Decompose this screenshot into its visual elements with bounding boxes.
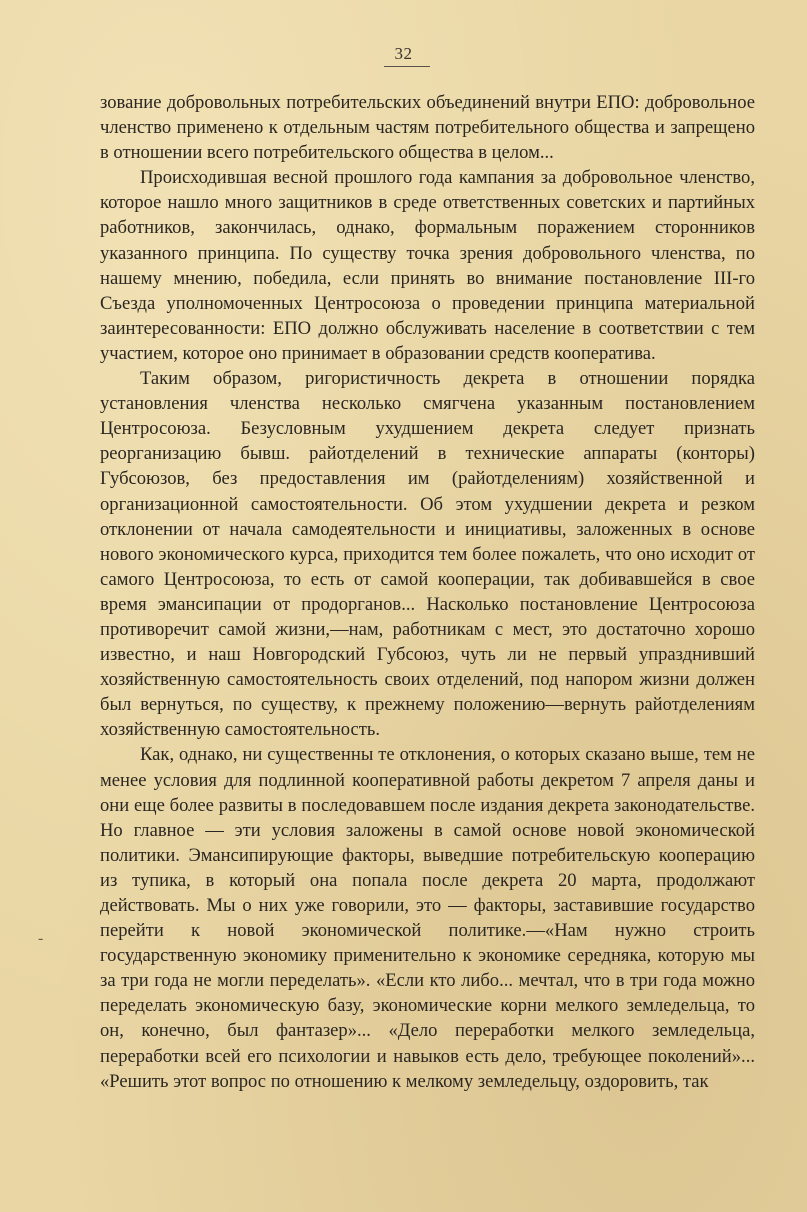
paragraph: Происходившая весной прошлого года кампания за добровольное членство, которое нашло много защитников в среде ответственных советских и партийных работников, закончилась, однако, формальным поражением сторонников указанного принципа. По существу точка зрения добровольного членства, по нашему мнению, победила, если принять во внимание постановление III-го Съезда уполномоченных Центросоюза о проведении принципа материальной заинтересованности: ЕПО должно обслуживать население в соответствии с тем участием, которое оно принимает в образовании средств кооператива.: [100, 167, 755, 364]
paragraph: Как, однако, ни существенны те отклонения, о которых сказано выше, тем не менее условия для подлинной кооперативной работы декретом 7 апреля даны и они еще более развиты в последовавшем после издания декрета законодательстве. Но главное — эти условия заложены в самой основе новой экономической политики. Эмансипирующие факторы, выведшие потребительскую кооперацию из тупика, в который она попала после декрета 20 марта, продолжают действовать. Мы о них уже говорили, это — факторы, заставившие государство перейти к новой экономической политике.—«Нам нужно строить государственную экономику применительно к экономике середняка, которую мы за три года не могли переделать». «Если кто либо... мечтал, что в три года можно переделать экономическую базу, экономические корни мелкого земледельца, то он, конечно, был фантазер»... «Дело переработки мелкого земледельца, переработки всей его психологии и навыков есть дело, требующее поколений»... «Решить этот вопрос по отношению к мелкому земледельцу, оздоровить, так: [100, 744, 755, 1092]
page-number: 32: [394, 44, 413, 63]
page-number-rule: [384, 66, 430, 67]
body-text: [100, 90, 755, 1094]
margin-mark: -: [38, 930, 44, 947]
paragraph: Таким образом, ригористичность декрета в отношении порядка установления членства несколько смягчена указанным постановлением Центросоюза. Безусловным ухудшением декрета следует признать реорганизацию бывш. райотделений в технические аппараты (конторы) Губсоюзов, без предоставления им (райотделениям) хозяйственной и организационной самостоятельности. Об этом ухудшении декрета и резком отклонении от начала самодеятельности и инициативы, заложенных в основе нового экономического курса, приходится тем более пожалеть, что оно исходит от самого Центросоюза, то есть от самой кооперации, так добивавшейся в свое время эмансипации от продорганов... Насколько постановление Центросоюза противоречит самой жизни,—нам, работникам с мест, это достаточно хорошо известно, и наш Новгородский Губсоюз, чуть ли не первый упразднивший хозяйственную самостоятельность своих отделений, под напором жизни должен был вернуться, по существу, к прежнему положению—вернуть райотделениям хозяйственную самостоятельность.: [100, 368, 755, 741]
paragraph-continuation: зование добровольных потребительских объединений внутри ЕПО: добровольное членство применено к отдельным частям потребительного общества и запрещено в отношении всего потребительского общества в целом...: [100, 92, 755, 164]
